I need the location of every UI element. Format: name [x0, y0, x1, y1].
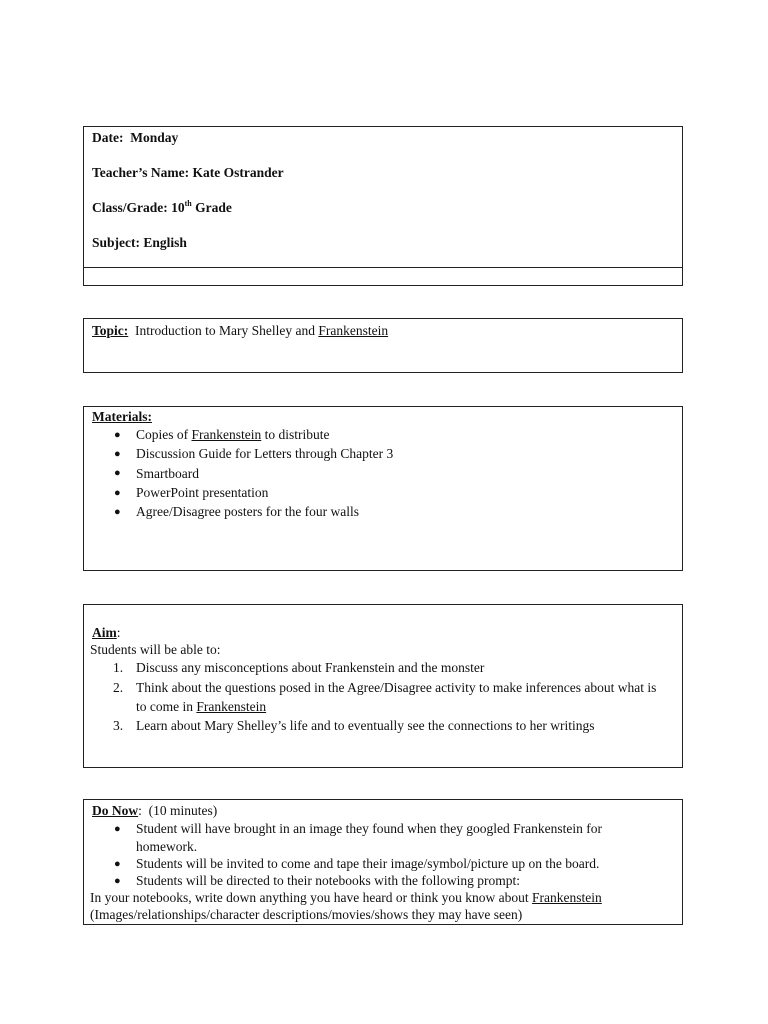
- class-num: 10: [171, 200, 185, 215]
- bullet-icon: ●: [114, 429, 121, 441]
- aim-box: [83, 604, 683, 768]
- topic-line: [92, 322, 388, 339]
- class-label: Class/Grade:: [92, 200, 168, 215]
- do-now-item-2: Students will be invited to come and tape their image/symbol/picture up on the board.: [136, 856, 600, 871]
- do-now-item-1-line-1: Student will have brought in an image they found when they googled Frankenstein for: [136, 821, 603, 836]
- materials-item-3: Smartboard: [136, 466, 199, 481]
- teacher-value: Kate Ostrander: [192, 165, 284, 180]
- materials-box: [83, 406, 683, 571]
- aim-intro: Students will be able to:: [90, 642, 221, 657]
- bullet-icon: ●: [114, 448, 121, 460]
- class-line: [92, 199, 232, 216]
- materials-item-5: Agree/Disagree posters for the four walls: [136, 504, 360, 519]
- materials-label: Materials:: [92, 409, 152, 424]
- do-now-label: Do Now: [92, 803, 139, 818]
- bullet-icon: ●: [114, 487, 121, 499]
- bullet-icon: ●: [114, 875, 121, 887]
- aim-num-1: 1.: [113, 660, 124, 675]
- subject-label: Subject:: [92, 235, 140, 250]
- aim-item-3: Learn about Mary Shelley’s life and to eventually see the connections to her writings: [136, 718, 595, 733]
- class-sup: th: [184, 199, 192, 208]
- do-now-prompt-line-2: (Images/relationships/character descriptions/movies/shows they may have seen): [90, 907, 523, 922]
- date-line: [92, 129, 178, 146]
- do-now-box: [83, 799, 683, 925]
- materials-item-2: Discussion Guide for Letters through Chapter 3: [136, 446, 394, 461]
- bullet-icon: ●: [114, 858, 121, 870]
- header-divider: [84, 267, 682, 268]
- aim-item-2-line-2: to come in Frankenstein: [136, 699, 267, 714]
- do-now-item-3: Students will be directed to their notebooks with the following prompt:: [136, 873, 520, 888]
- materials-item-4: PowerPoint presentation: [136, 485, 269, 500]
- do-now-duration: (10 minutes): [148, 803, 218, 818]
- bullet-icon: ●: [114, 823, 121, 835]
- header-box: [83, 126, 683, 286]
- topic-title: Frankenstein: [318, 323, 389, 338]
- aim-label-line: Aim:: [92, 625, 121, 640]
- class-rest: Grade: [195, 200, 232, 215]
- topic-box: [83, 318, 683, 373]
- teacher-line: [92, 164, 284, 181]
- topic-text: Introduction to Mary Shelley and: [135, 323, 315, 338]
- subject-line: [92, 234, 187, 251]
- do-now-item-1-line-2: homework.: [136, 839, 198, 854]
- date-value: Monday: [130, 130, 179, 145]
- bullet-icon: ●: [114, 506, 121, 518]
- topic-label: Topic:: [92, 323, 129, 338]
- date-label: Date:: [92, 130, 124, 145]
- bullet-icon: ●: [114, 467, 121, 479]
- teacher-label: Teacher’s Name:: [92, 165, 190, 180]
- aim-item-2-line-1: Think about the questions posed in the Agree/Disagree activity to make inferences about what is: [136, 680, 657, 695]
- do-now-prompt-line-1: In your notebooks, write down anything you have heard or think you know about Frankenstein: [90, 890, 602, 905]
- do-now-label-line: Do Now: (10 minutes): [92, 803, 218, 818]
- subject-value: English: [143, 235, 187, 250]
- materials-item-1: Copies of Frankenstein to distribute: [136, 427, 330, 442]
- aim-num-2: 2.: [113, 680, 124, 695]
- aim-label: Aim: [92, 625, 117, 640]
- aim-num-3: 3.: [113, 718, 124, 733]
- aim-item-1: Discuss any misconceptions about Frankenstein and the monster: [136, 660, 485, 675]
